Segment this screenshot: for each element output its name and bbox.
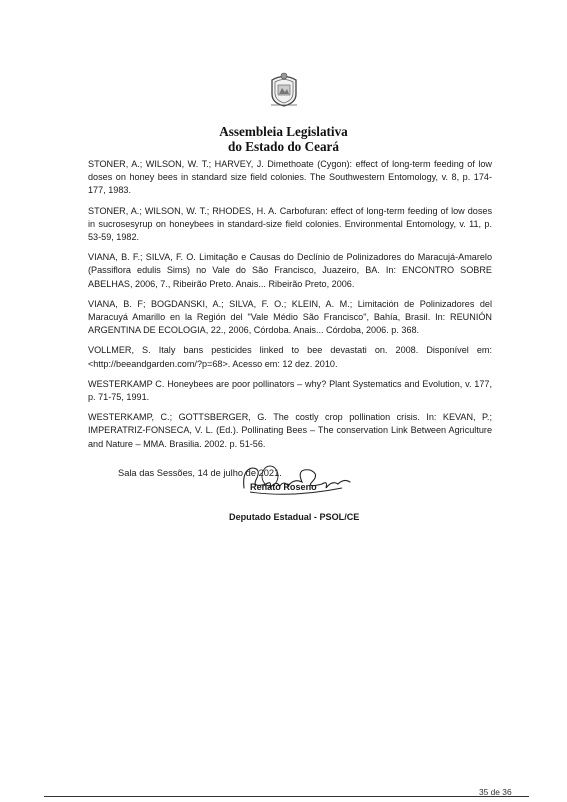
references-list: [88, 158, 492, 458]
place-and-date: Sala das Sessões, 14 de julho de 2021.: [118, 468, 282, 478]
reference-entry: STONER, A.; WILSON, W. T.; HARVEY, J. Dimethoate (Cygon): effect of long-term feeding of low doses on honey bees in standard size field colonies. The Southwestern Entomology, v. 8, p. 174-177, 1983.: [88, 159, 492, 196]
handwritten-signature: [232, 458, 358, 502]
signer-name: Renato Roseno: [250, 482, 317, 492]
institution-header: [0, 124, 567, 154]
header-line-2: do Estado do Ceará: [227, 139, 339, 154]
reference-entry: WESTERKAMP, C.; GOTTSBERGER, G. The costly crop pollination crisis. In: KEVAN, P.; IMPERATRIZ-FONSECA, V. L. (Ed.). Pollinating Bees – The conservation Link Between Agriculture and Nature – MMA. Brasilia. 2002. p. 51-56.: [88, 412, 492, 449]
reference-entry: VIANA, B. F; BOGDANSKI, A.; SILVA, F. O.; KLEIN, A. M.; Limitación de Polinizadores del Maracuyá Amarillo en la Región del "Vale Médio São Francisco", Bahía, Brasil. In: REUNIÓN ARGENTINA DE ECOLOGIA, 22., 2006, Córdoba. Anais... Córdoba, 2006. p. 368.: [88, 298, 492, 336]
reference-entry: WESTERKAMP C. Honeybees are poor pollinators – why? Plant Systematics and Evolution, v. 177, p. 71-75, 1991.: [88, 378, 492, 403]
footer-divider: [44, 796, 529, 797]
reference-entry: VIANA, B. F.; SILVA, F. O. Limitação e Causas do Declínio de Polinizadores do Maracujá-Amarelo (Passiflora edulis Sims) no Vale do São Francisco, Juazeiro, BA. In: ENCONTRO SOBRE ABELHAS, 2006, 7., Ribeirão Preto. Anais... Ribeirão Preto, 2006.: [88, 252, 492, 289]
header-line-1: Assembleia Legislativa: [219, 124, 348, 139]
reference-entry: VOLLMER, S. Italy bans pesticides linked to bee devastati on. 2008. Disponível em: <http://beeandgarden.com/?p=68>. Acesso em: 12 dez. 2010.: [88, 345, 492, 369]
coat-of-arms-icon: [269, 70, 299, 108]
reference-entry: STONER, A.; WILSON, W. T.; RHODES, H. A. Carbofuran: effect of long-term feeding of low doses in sucrosesyrup on honeybees in standard-size field colonies. Environmental Entomology, v. 11, p. 53-59, 1982.: [88, 205, 492, 243]
signer-role: Deputado Estadual - PSOL/CE: [229, 512, 360, 522]
page-number: 35 de 36: [479, 787, 512, 797]
